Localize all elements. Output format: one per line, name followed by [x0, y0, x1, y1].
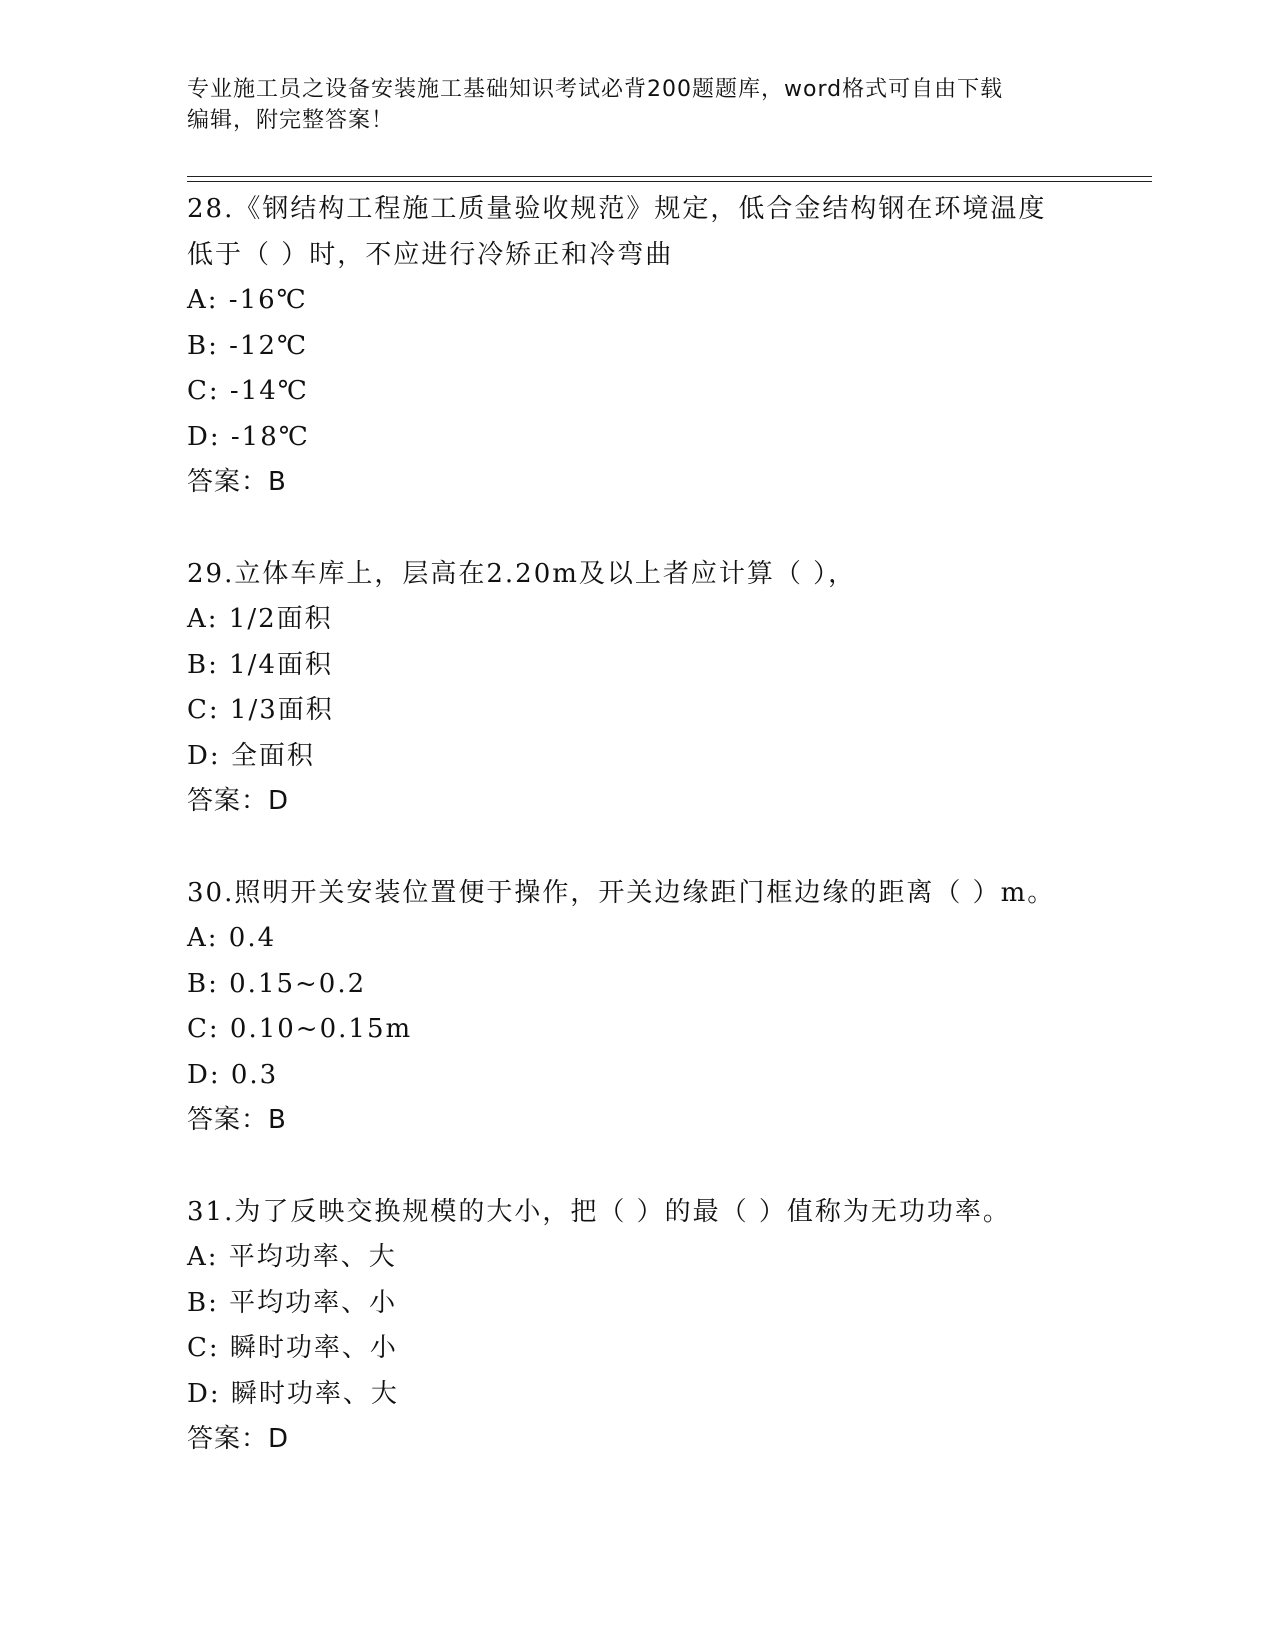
option-c: C: 1/3面积 — [187, 695, 334, 725]
option-a: A: 平均功率、大 — [187, 1242, 397, 1272]
option-b: B: -12℃ — [187, 330, 309, 361]
spacer — [187, 824, 1147, 870]
document-header — [187, 74, 1087, 136]
question-stem: 28.《钢结构工程施工质量验收规范》规定，低合金结构钢在环境温度 — [187, 194, 1047, 224]
question-31 — [187, 1189, 1147, 1462]
header-line-2: 编辑，附完整答案！ — [187, 108, 395, 133]
option-c: C: 0.10~0.15m — [187, 1014, 413, 1044]
option-d: D: 瞬时功率、大 — [187, 1378, 399, 1409]
question-28 — [187, 186, 1147, 505]
option-d: D: -18℃ — [187, 421, 310, 452]
option-c: C: -14℃ — [187, 376, 309, 406]
answer: 答案：D — [187, 1424, 290, 1454]
spacer — [187, 505, 1147, 551]
option-c: C: 瞬时功率、小 — [187, 1333, 398, 1363]
option-a: A: -16℃ — [187, 285, 308, 315]
option-b: B: 0.15~0.2 — [187, 968, 367, 999]
header-line-1: 专业施工员之设备安装施工基础知识考试必背200题题库，word格式可自由下载 — [187, 77, 1004, 102]
header-divider-bottom — [187, 181, 1152, 182]
question-stem-continued: 低于（ ）时，不应进行冷矫正和冷弯曲 — [187, 240, 674, 270]
spacer — [187, 1143, 1147, 1189]
question-stem: 31.为了反映交换规模的大小，把（ ）的最（ ）值称为无功功率。 — [187, 1197, 1011, 1227]
option-a: A: 1/2面积 — [187, 604, 333, 634]
header-divider-top — [187, 176, 1152, 177]
question-list — [187, 186, 1147, 1462]
question-stem: 29.立体车库上，层高在2.20m及以上者应计算（ ）， — [187, 559, 857, 589]
answer: 答案：B — [187, 1105, 287, 1135]
question-29 — [187, 551, 1147, 824]
answer: 答案：D — [187, 786, 290, 816]
option-b: B: 平均功率、小 — [187, 1287, 398, 1318]
answer: 答案：B — [187, 467, 287, 497]
option-d: D: 全面积 — [187, 740, 315, 771]
option-d: D: 0.3 — [187, 1059, 279, 1090]
option-a: A: 0.4 — [187, 923, 277, 953]
question-30 — [187, 870, 1147, 1143]
question-stem: 30.照明开关安装位置便于操作，开关边缘距门框边缘的距离（ ）m。 — [187, 878, 1056, 908]
option-b: B: 1/4面积 — [187, 649, 333, 680]
